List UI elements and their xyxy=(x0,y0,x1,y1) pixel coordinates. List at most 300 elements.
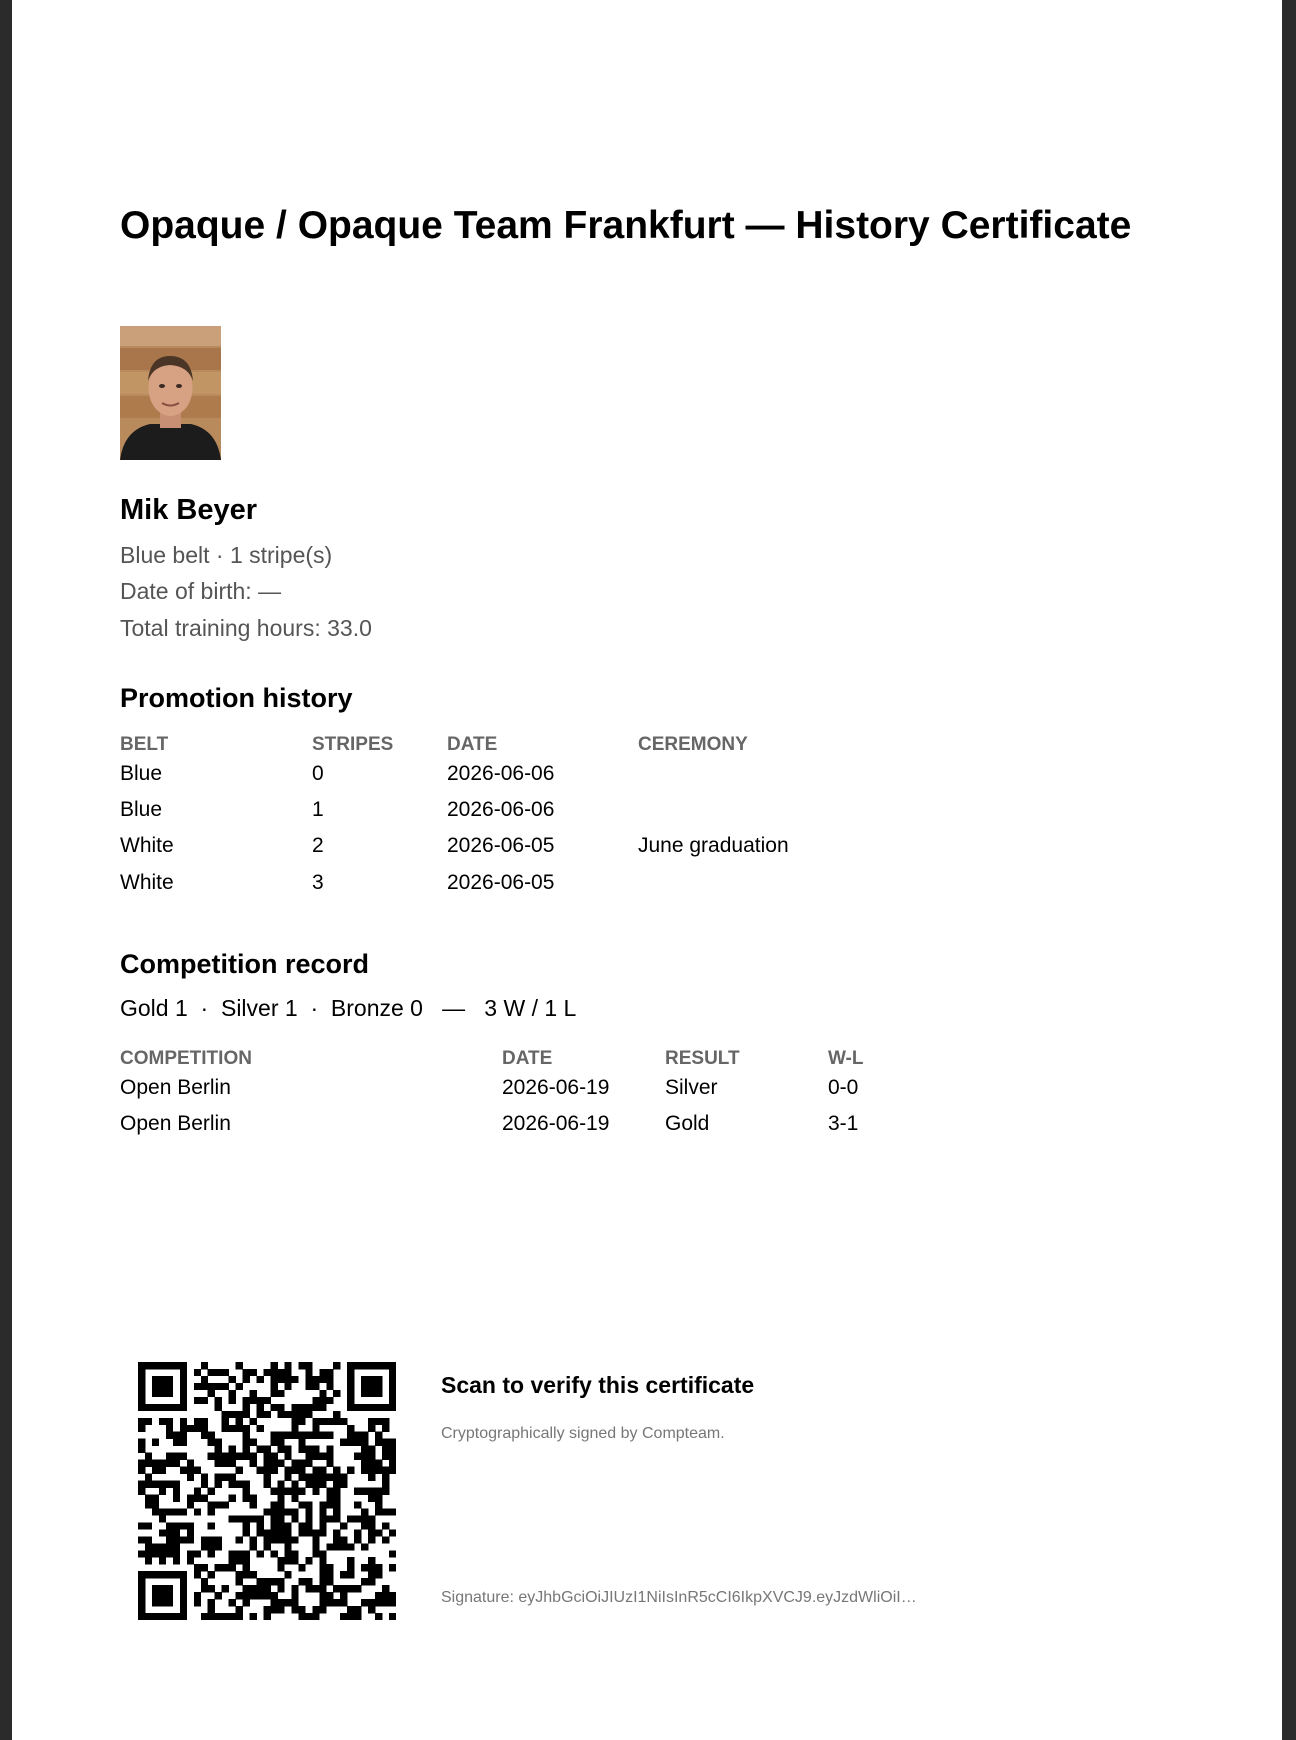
qr-module xyxy=(243,1515,250,1522)
qr-module xyxy=(291,1411,298,1418)
qr-module xyxy=(312,1397,319,1404)
qr-module xyxy=(284,1488,291,1495)
ceremony-cell: June graduation xyxy=(638,834,789,857)
qr-module xyxy=(166,1508,173,1515)
qr-module xyxy=(319,1599,326,1606)
qr-module xyxy=(152,1390,159,1397)
qr-module xyxy=(166,1390,173,1397)
qr-module xyxy=(305,1501,312,1508)
qr-module xyxy=(180,1571,187,1578)
qr-module xyxy=(159,1418,166,1425)
qr-module xyxy=(382,1522,389,1529)
qr-module xyxy=(264,1536,271,1543)
qr-module xyxy=(145,1460,152,1467)
qr-module xyxy=(229,1557,236,1564)
qr-module xyxy=(368,1460,375,1467)
qr-module xyxy=(166,1592,173,1599)
qr-module xyxy=(347,1439,354,1446)
qr-module xyxy=(375,1592,382,1599)
qr-module xyxy=(333,1543,340,1550)
qr-module xyxy=(215,1564,222,1571)
qr-module xyxy=(305,1362,312,1369)
qr-module xyxy=(138,1446,145,1453)
qr-module xyxy=(340,1481,347,1488)
qr-module xyxy=(382,1488,389,1495)
qr-module xyxy=(270,1529,277,1536)
qr-module xyxy=(333,1508,340,1515)
column-header-competition: COMPETITION xyxy=(120,1048,252,1069)
qr-module xyxy=(312,1404,319,1411)
qr-module xyxy=(382,1481,389,1488)
qr-module xyxy=(208,1536,215,1543)
date-cell: 2026-06-19 xyxy=(502,1112,610,1135)
qr-module xyxy=(291,1425,298,1432)
qr-module xyxy=(368,1453,375,1460)
qr-module xyxy=(361,1564,368,1571)
qr-module xyxy=(333,1474,340,1481)
qr-module xyxy=(201,1564,208,1571)
qr-module xyxy=(166,1571,173,1578)
qr-module xyxy=(389,1383,396,1390)
qr-module xyxy=(243,1599,250,1606)
qr-module xyxy=(312,1550,319,1557)
qr-module xyxy=(229,1550,236,1557)
qr-module xyxy=(264,1460,271,1467)
qr-module xyxy=(284,1522,291,1529)
qr-module xyxy=(194,1369,201,1376)
qr-module xyxy=(312,1488,319,1495)
qr-module xyxy=(347,1432,354,1439)
medal-summary: Gold 1 · Silver 1 · Bronze 0 — 3 W / 1 L xyxy=(120,995,577,1021)
qr-module xyxy=(180,1397,187,1404)
qr-module xyxy=(340,1439,347,1446)
qr-module xyxy=(284,1369,291,1376)
qr-module xyxy=(236,1536,243,1543)
qr-module xyxy=(180,1453,187,1460)
qr-module xyxy=(229,1515,236,1522)
qr-module xyxy=(229,1460,236,1467)
qr-module xyxy=(166,1522,173,1529)
qr-module xyxy=(180,1376,187,1383)
qr-module xyxy=(270,1515,277,1522)
qr-module xyxy=(298,1362,305,1369)
qr-module xyxy=(145,1522,152,1529)
qr-module xyxy=(382,1585,389,1592)
qr-module xyxy=(250,1369,257,1376)
qr-module xyxy=(382,1453,389,1460)
qr-module xyxy=(194,1508,201,1515)
qr-module xyxy=(208,1383,215,1390)
qr-module xyxy=(354,1453,361,1460)
qr-module xyxy=(389,1529,396,1536)
qr-module xyxy=(173,1550,180,1557)
qr-module xyxy=(368,1494,375,1501)
competition-cell: Open Berlin xyxy=(120,1112,231,1135)
qr-module xyxy=(319,1606,326,1613)
qr-module xyxy=(201,1376,208,1383)
qr-module xyxy=(166,1453,173,1460)
qr-module xyxy=(180,1578,187,1585)
qr-module xyxy=(312,1453,319,1460)
qr-module xyxy=(166,1599,173,1606)
qr-module xyxy=(250,1439,257,1446)
qr-module xyxy=(382,1508,389,1515)
qr-module xyxy=(229,1446,236,1453)
column-header-belt: BELT xyxy=(120,734,169,755)
qr-module xyxy=(291,1550,298,1557)
qr-module xyxy=(277,1439,284,1446)
qr-module xyxy=(173,1453,180,1460)
qr-module xyxy=(166,1404,173,1411)
qr-module xyxy=(375,1564,382,1571)
qr-module xyxy=(159,1508,166,1515)
qr-module xyxy=(333,1515,340,1522)
qr-module xyxy=(159,1383,166,1390)
qr-module xyxy=(326,1599,333,1606)
qr-module xyxy=(319,1550,326,1557)
qr-module xyxy=(291,1599,298,1606)
qr-module xyxy=(145,1557,152,1564)
qr-module xyxy=(187,1467,194,1474)
qr-module xyxy=(298,1404,305,1411)
qr-module xyxy=(250,1453,257,1460)
qr-module xyxy=(361,1439,368,1446)
qr-module xyxy=(173,1557,180,1564)
qr-module xyxy=(375,1529,382,1536)
qr-module xyxy=(201,1543,208,1550)
qr-module xyxy=(389,1369,396,1376)
qr-module xyxy=(166,1529,173,1536)
qr-module xyxy=(319,1453,326,1460)
qr-module xyxy=(347,1557,354,1564)
qr-module xyxy=(333,1481,340,1488)
qr-module xyxy=(138,1397,145,1404)
qr-module xyxy=(326,1418,333,1425)
qr-module xyxy=(159,1550,166,1557)
qr-module xyxy=(361,1404,368,1411)
qr-module xyxy=(361,1508,368,1515)
qr-module xyxy=(180,1369,187,1376)
qr-module xyxy=(375,1460,382,1467)
qr-module xyxy=(264,1543,271,1550)
qr-module xyxy=(152,1592,159,1599)
qr-module xyxy=(284,1550,291,1557)
competition-record-title: Competition record xyxy=(120,949,370,979)
qr-module xyxy=(236,1613,243,1620)
qr-module xyxy=(264,1592,271,1599)
qr-module xyxy=(215,1404,222,1411)
qr-module xyxy=(222,1369,229,1376)
qr-module xyxy=(340,1571,347,1578)
qr-module xyxy=(236,1571,243,1578)
qr-module xyxy=(389,1460,396,1467)
qr-module xyxy=(257,1404,264,1411)
column-header-date: DATE xyxy=(502,1048,553,1069)
qr-module xyxy=(340,1613,347,1620)
qr-module xyxy=(236,1481,243,1488)
qr-module xyxy=(222,1383,229,1390)
qr-module xyxy=(347,1585,354,1592)
qr-module xyxy=(277,1481,284,1488)
qr-module xyxy=(319,1529,326,1536)
qr-module xyxy=(159,1543,166,1550)
qr-module xyxy=(354,1585,361,1592)
qr-module xyxy=(368,1488,375,1495)
qr-module xyxy=(270,1536,277,1543)
qr-module xyxy=(277,1501,284,1508)
qr-module xyxy=(145,1453,152,1460)
qr-module xyxy=(138,1418,145,1425)
qr-module xyxy=(215,1460,222,1467)
qr-module xyxy=(243,1488,250,1495)
qr-module xyxy=(340,1522,347,1529)
qr-module xyxy=(145,1536,152,1543)
qr-module xyxy=(326,1494,333,1501)
qr-module xyxy=(138,1599,145,1606)
qr-module xyxy=(222,1425,229,1432)
qr-module xyxy=(166,1376,173,1383)
qr-module xyxy=(375,1599,382,1606)
wl-cell: 0-0 xyxy=(828,1076,859,1099)
qr-module xyxy=(173,1460,180,1467)
qr-module xyxy=(270,1369,277,1376)
qr-module xyxy=(333,1411,340,1418)
qr-module xyxy=(368,1474,375,1481)
qr-module xyxy=(389,1397,396,1404)
qr-module xyxy=(166,1481,173,1488)
qr-module xyxy=(243,1446,250,1453)
qr-module xyxy=(180,1613,187,1620)
qr-module xyxy=(145,1418,152,1425)
qr-module xyxy=(166,1418,173,1425)
qr-module xyxy=(305,1557,312,1564)
qr-module xyxy=(270,1508,277,1515)
qr-module xyxy=(340,1543,347,1550)
qr-module xyxy=(361,1578,368,1585)
qr-module xyxy=(298,1446,305,1453)
qr-module xyxy=(333,1599,340,1606)
qr-module xyxy=(173,1613,180,1620)
qr-module xyxy=(138,1425,145,1432)
qr-module xyxy=(284,1536,291,1543)
qr-module xyxy=(215,1536,222,1543)
qr-module xyxy=(375,1571,382,1578)
qr-module xyxy=(340,1418,347,1425)
qr-module xyxy=(180,1522,187,1529)
qr-module xyxy=(305,1453,312,1460)
qr-module xyxy=(201,1383,208,1390)
qr-module xyxy=(326,1488,333,1495)
qr-module xyxy=(229,1453,236,1460)
qr-module xyxy=(354,1432,361,1439)
qr-module xyxy=(326,1376,333,1383)
qr-module xyxy=(312,1543,319,1550)
qr-module xyxy=(333,1418,340,1425)
qr-module xyxy=(201,1494,208,1501)
qr-module xyxy=(305,1481,312,1488)
qr-module xyxy=(361,1467,368,1474)
qr-module xyxy=(187,1425,194,1432)
qr-module xyxy=(375,1418,382,1425)
belt-cell: Blue xyxy=(120,798,163,821)
belt-info: Blue belt · 1 stripe(s) xyxy=(120,542,333,568)
qr-module xyxy=(298,1522,305,1529)
qr-module xyxy=(270,1522,277,1529)
qr-module xyxy=(166,1585,173,1592)
qr-module xyxy=(368,1522,375,1529)
qr-module xyxy=(319,1390,326,1397)
qr-module xyxy=(389,1446,396,1453)
qr-module xyxy=(340,1599,347,1606)
qr-module xyxy=(298,1432,305,1439)
qr-module xyxy=(361,1383,368,1390)
qr-module xyxy=(284,1376,291,1383)
qr-module xyxy=(257,1411,264,1418)
qr-module xyxy=(354,1515,361,1522)
qr-module xyxy=(361,1376,368,1383)
qr-module xyxy=(368,1599,375,1606)
qr-module xyxy=(264,1578,271,1585)
qr-module xyxy=(319,1585,326,1592)
qr-module xyxy=(389,1564,396,1571)
qr-module xyxy=(277,1369,284,1376)
qr-module xyxy=(382,1404,389,1411)
qr-module xyxy=(340,1474,347,1481)
qr-module xyxy=(180,1536,187,1543)
qr-module xyxy=(354,1536,361,1543)
column-header-stripes: STRIPES xyxy=(312,734,394,755)
qr-module xyxy=(312,1529,319,1536)
qr-module xyxy=(291,1515,298,1522)
qr-module xyxy=(236,1592,243,1599)
qr-module xyxy=(312,1432,319,1439)
qr-module xyxy=(250,1536,257,1543)
qr-module xyxy=(180,1599,187,1606)
qr-module xyxy=(291,1592,298,1599)
signature-text: Signature: eyJhbGciOiJIUzI1NiIsInR5cCI6IkpXVCJ9.eyJzdWliOiI… xyxy=(441,1589,917,1606)
qr-module xyxy=(264,1585,271,1592)
qr-module xyxy=(375,1439,382,1446)
qr-module xyxy=(347,1404,354,1411)
qr-module xyxy=(257,1529,264,1536)
qr-module xyxy=(368,1606,375,1613)
athlete-name: Mik Beyer xyxy=(120,494,258,526)
qr-module xyxy=(138,1585,145,1592)
qr-module xyxy=(326,1564,333,1571)
qr-module xyxy=(277,1557,284,1564)
qr-module xyxy=(270,1592,277,1599)
qr-module xyxy=(347,1362,354,1369)
qr-module xyxy=(152,1467,159,1474)
qr-module xyxy=(375,1404,382,1411)
qr-module xyxy=(312,1613,319,1620)
qr-module xyxy=(277,1515,284,1522)
qr-module xyxy=(319,1474,326,1481)
qr-module xyxy=(368,1425,375,1432)
qr-module xyxy=(312,1383,319,1390)
belt-cell: White xyxy=(120,834,174,857)
qr-module xyxy=(277,1411,284,1418)
qr-module xyxy=(243,1439,250,1446)
qr-module xyxy=(257,1446,264,1453)
qr-module xyxy=(305,1515,312,1522)
qr-module xyxy=(166,1432,173,1439)
qr-module xyxy=(250,1515,257,1522)
qr-module xyxy=(389,1613,396,1620)
qr-module xyxy=(215,1474,222,1481)
qr-module xyxy=(173,1481,180,1488)
qr-module xyxy=(319,1397,326,1404)
qr-module xyxy=(326,1460,333,1467)
qr-module xyxy=(243,1550,250,1557)
qr-module xyxy=(194,1564,201,1571)
qr-module xyxy=(250,1543,257,1550)
qr-module xyxy=(319,1592,326,1599)
qr-module xyxy=(215,1453,222,1460)
qr-module xyxy=(257,1522,264,1529)
qr-module xyxy=(145,1501,152,1508)
qr-module xyxy=(298,1411,305,1418)
qr-module xyxy=(243,1585,250,1592)
qr-module xyxy=(145,1481,152,1488)
athlete-photo xyxy=(120,326,221,460)
qr-module xyxy=(333,1362,340,1369)
qr-module xyxy=(264,1397,271,1404)
qr-module xyxy=(159,1460,166,1467)
qr-module xyxy=(173,1571,180,1578)
qr-module xyxy=(277,1529,284,1536)
qr-module xyxy=(257,1467,264,1474)
qr-module xyxy=(138,1362,145,1369)
qr-module xyxy=(270,1460,277,1467)
qr-module xyxy=(319,1501,326,1508)
qr-module xyxy=(361,1522,368,1529)
qr-module xyxy=(284,1557,291,1564)
qr-module xyxy=(138,1460,145,1467)
qr-module xyxy=(201,1481,208,1488)
qr-module xyxy=(291,1494,298,1501)
qr-module xyxy=(326,1592,333,1599)
qr-module xyxy=(284,1411,291,1418)
qr-module xyxy=(277,1446,284,1453)
qr-module xyxy=(333,1488,340,1495)
qr-module xyxy=(326,1432,333,1439)
qr-module xyxy=(361,1599,368,1606)
qr-module xyxy=(347,1543,354,1550)
qr-module xyxy=(361,1362,368,1369)
qr-module xyxy=(347,1376,354,1383)
qr-module xyxy=(159,1488,166,1495)
qr-module xyxy=(257,1515,264,1522)
qr-module xyxy=(180,1425,187,1432)
qr-module xyxy=(180,1606,187,1613)
qr-module xyxy=(138,1369,145,1376)
qr-module xyxy=(138,1439,145,1446)
qr-module xyxy=(305,1529,312,1536)
qr-module xyxy=(298,1529,305,1536)
qr-module xyxy=(152,1404,159,1411)
qr-module xyxy=(333,1467,340,1474)
qr-module xyxy=(284,1474,291,1481)
qr-module xyxy=(159,1376,166,1383)
qr-module xyxy=(215,1543,222,1550)
column-header-wl: W-L xyxy=(828,1048,864,1069)
qr-module xyxy=(305,1432,312,1439)
qr-module xyxy=(305,1585,312,1592)
qr-module xyxy=(375,1613,382,1620)
qr-module xyxy=(229,1613,236,1620)
verify-title: Scan to verify this certificate xyxy=(441,1372,755,1398)
